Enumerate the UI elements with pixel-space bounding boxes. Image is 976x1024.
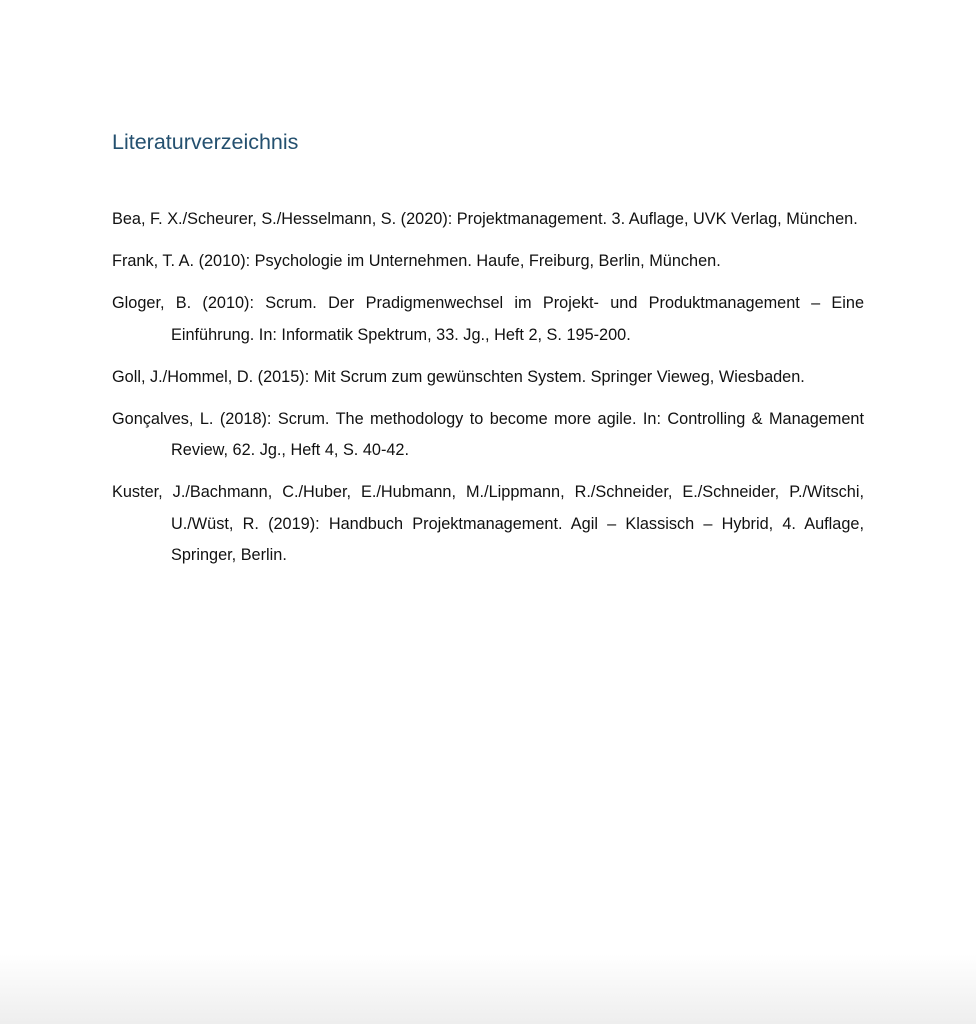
reference-list [112,204,864,582]
reference-entry: Gonçalves, L. (2018): Scrum. The methodology to become more agile. In: Controlling & Management Review, 62. Jg., Heft 4, S. 40-42. [112,409,864,459]
reference-entry: Frank, T. A. (2010): Psychologie im Unternehmen. Haufe, Freiburg, Berlin, München. [112,252,721,270]
reference-entry: Bea, F. X./Scheurer, S./Hesselmann, S. (2020): Projektmanagement. 3. Auflage, UVK Verlag, München. [112,210,858,228]
page-title: Literaturverzeichnis [112,130,299,154]
reference-entry: Goll, J./Hommel, D. (2015): Mit Scrum zum gewünschten System. Springer Vieweg, Wiesbaden. [112,367,805,386]
reference-entry: Kuster, J./Bachmann, C./Huber, E./Hubmann, M./Lippmann, R./Schneider, E./Schneider, P./Witschi, U./Wüst, R. (2019): Handbuch Projektmanagement. Agil – Klassisch – Hybrid, 4. Auflage, Springer, Berlin. [112,483,864,564]
reference-entry: Gloger, B. (2010): Scrum. Der Pradigmenwechsel im Projekt- und Produktmanagement – Eine Einführung. In: Informatik Spektrum, 33. Jg., Heft 2, S. 195-200. [112,294,864,344]
page-bottom-shadow [0,954,976,1024]
